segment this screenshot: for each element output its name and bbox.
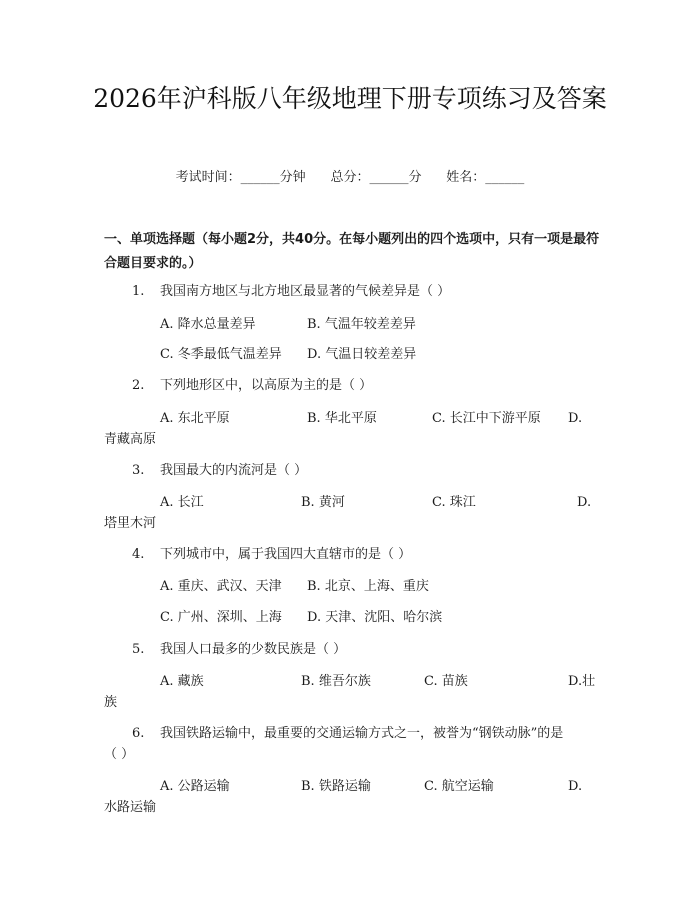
option-d-text: 水路运输: [104, 800, 157, 815]
option-d: D. 气温日较差差异: [307, 347, 417, 362]
question-text-continued: （ ）: [104, 747, 135, 762]
question-text: 下列城市中，属于我国四大直辖市的是（ ）: [160, 547, 412, 562]
option-d: D.: [568, 411, 583, 426]
option-b: B. 气温年较差差异: [307, 317, 416, 332]
option-c: C. 航空运输: [424, 779, 494, 794]
option-a: A. 降水总量差异: [160, 317, 256, 332]
option-b: B. 维吾尔族: [301, 674, 371, 689]
option-c: C. 冬季最低气温差异: [160, 347, 282, 362]
option-a: A. 公路运输: [160, 779, 230, 794]
question-text: 我国最大的内流河是（ ）: [160, 463, 308, 478]
section-heading: 一、单项选择题（每小题2分，共40分。在每小题列出的四个选项中，只有一项是最符合题目要求的。）: [104, 232, 600, 271]
option-d-text: 族: [104, 695, 118, 710]
option-a: A. 长江: [160, 495, 204, 510]
option-c: C. 苗族: [424, 674, 468, 689]
option-a: A. 东北平原: [160, 411, 230, 426]
option-b: B. 铁路运输: [301, 779, 371, 794]
question-number: 3.: [132, 463, 145, 478]
question-number: 1.: [132, 284, 145, 299]
option-b: B. 北京、上海、重庆: [307, 579, 429, 594]
question-text: 我国人口最多的少数民族是（ ）: [160, 642, 347, 657]
name-label: 姓名：______: [446, 170, 525, 185]
total-score-label: 总分：______分: [330, 170, 422, 185]
option-d: D.: [568, 779, 583, 794]
option-b: B. 华北平原: [307, 411, 377, 426]
question-text: 我国南方地区与北方地区最显著的气候差异是（ ）: [160, 284, 451, 299]
option-d-text: 青藏高原: [104, 432, 157, 447]
question-number: 4.: [132, 547, 145, 562]
option-d: D.壮: [568, 674, 596, 689]
option-d: D.: [577, 495, 592, 510]
question-number: 5.: [132, 642, 145, 657]
exam-time-label: 考试时间：______分钟: [175, 170, 306, 185]
exam-info: [0, 168, 700, 188]
option-c: C. 珠江: [432, 495, 476, 510]
page-title: 2026年沪科版八年级地理下册专项练习及答案: [93, 84, 607, 113]
question-text: 下列地形区中，以高原为主的是（ ）: [160, 378, 373, 393]
option-a: A. 重庆、武汉、天津: [160, 579, 282, 594]
option-a: A. 藏族: [160, 674, 204, 689]
option-b: B. 黄河: [301, 495, 345, 510]
question-number: 2.: [132, 378, 145, 393]
question-text: 我国铁路运输中，最重要的交通运输方式之一，被誉为“钢铁动脉”的是: [160, 726, 564, 741]
option-d: D. 天津、沈阳、哈尔滨: [307, 610, 443, 625]
option-d-text: 塔里木河: [104, 516, 157, 531]
option-c: C. 广州、深圳、上海: [160, 610, 282, 625]
option-c: C. 长江中下游平原: [432, 411, 541, 426]
question-number: 6.: [132, 726, 145, 741]
